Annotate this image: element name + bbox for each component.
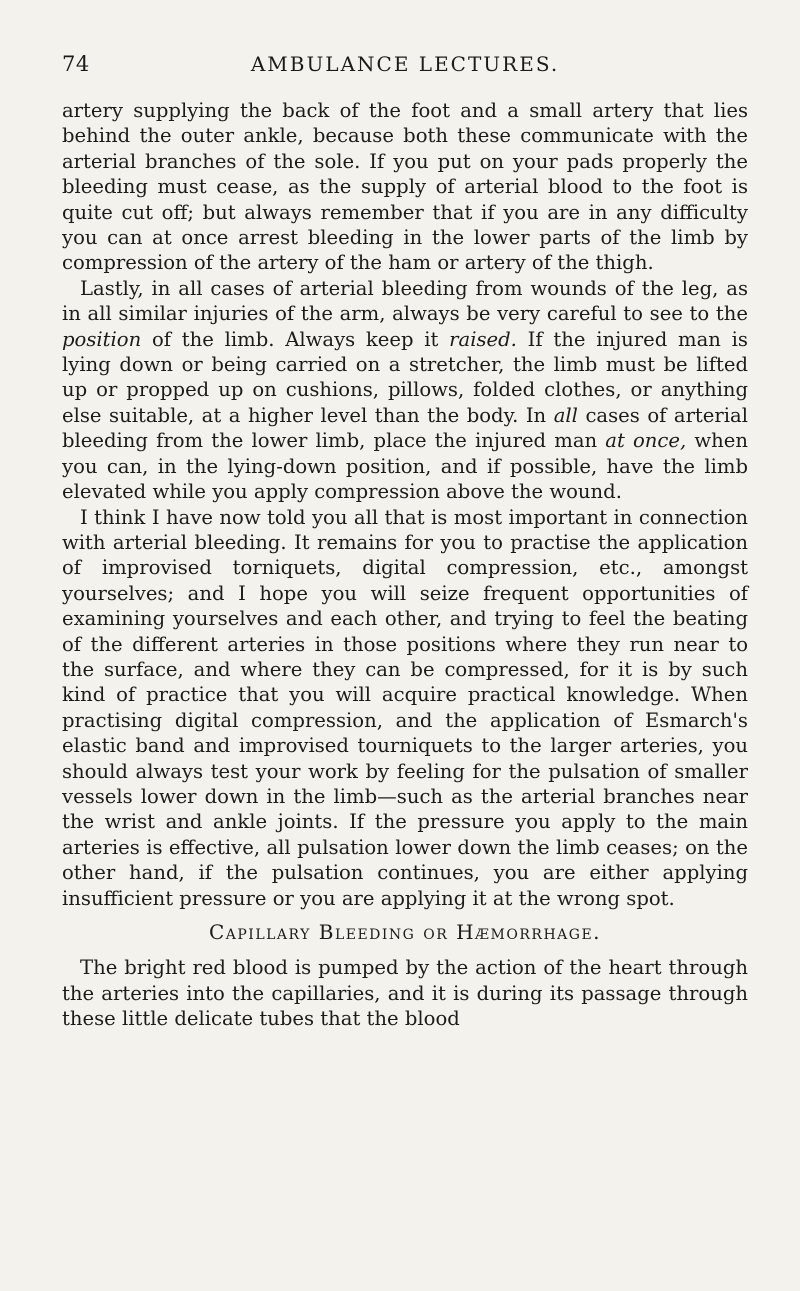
paragraph-2-text-c: If the injured man is lying down or being carried on a stretcher, the limb must be lifted up or propped up on cushions, pillows, folded clothes, or anything else suitable, at a higher level than the body. In: [62, 327, 748, 427]
paragraph-4-text: The bright red blood is pumped by the action of the heart through the arteries into the capillaries, and it is during its passage through these little delicate tubes that the blood: [62, 956, 748, 1031]
section-heading: Capillary Bleeding or Hæmorrhage.: [208, 920, 602, 944]
running-title: AMBULANCE LECTURES.: [250, 52, 560, 76]
emphasis-all: all: [553, 403, 578, 427]
page-number: 74: [62, 52, 90, 76]
paragraph-2-text-a: Lastly, in all cases of arterial bleeding from wounds of the leg, as in all similar injuries of the arm, always be very careful to see to the: [62, 276, 748, 326]
body-text: [62, 98, 748, 1032]
paragraph-3-text: I think I have now told you all that is most important in connection with arterial bleeding. It remains for you to practise the application of improvised torniquets, digital compression, etc., amongst yourselves; and I hope you will seize frequent opportunities of examining yourselves and each other, and trying to feel the beating of the different arteries in those positions where they run near to the surface, and where they can be compressed, for it is by such kind of practice that you will acquire practical knowledge. When practising digital compression, and the application of Esmarch's elastic band and improvised tourniquets to the larger arteries, you should always test your work by feeling for the pulsation of smaller vessels lower down in the limb—such as the arterial branches near the wrist and ankle joints. If the pressure you apply to the main arteries is effective, all pulsation lower down the limb ceases; on the other hand, if the pulsation continues, you are either applying insufficient pressure or you are applying it at the wrong spot.: [62, 505, 748, 910]
paragraph-1-text: artery supplying the back of the foot and a small artery that lies behind the outer ankle, because both these communicate with the arterial branches of the sole. If you put on your pads properly the bleeding must cease, as the supply of arterial blood to the foot is quite cut off; but always remember that if you are in any difficulty you can at once arrest bleeding in the lower parts of the limb by compression of the artery of the ham or artery of the thigh.: [62, 99, 748, 275]
paragraph-1: [62, 98, 748, 276]
emphasis-position: position: [62, 327, 142, 351]
paragraph-3: [62, 505, 748, 912]
paragraph-2-text-e: when you can, in the lying-down position, and if possible, have the limb elevated while you apply compression above the wound.: [62, 429, 748, 504]
paragraph-2-text-b: of the limb. Always keep it: [141, 327, 450, 351]
paragraph-4: [62, 955, 748, 1031]
emphasis-at-once: at once,: [605, 429, 687, 453]
paragraph-2-text-d: cases of arterial bleeding from the lower limb, place the injured man: [62, 403, 748, 453]
paragraph-2: [62, 276, 748, 505]
emphasis-raised: raised.: [449, 327, 517, 351]
page-header: [62, 52, 748, 82]
